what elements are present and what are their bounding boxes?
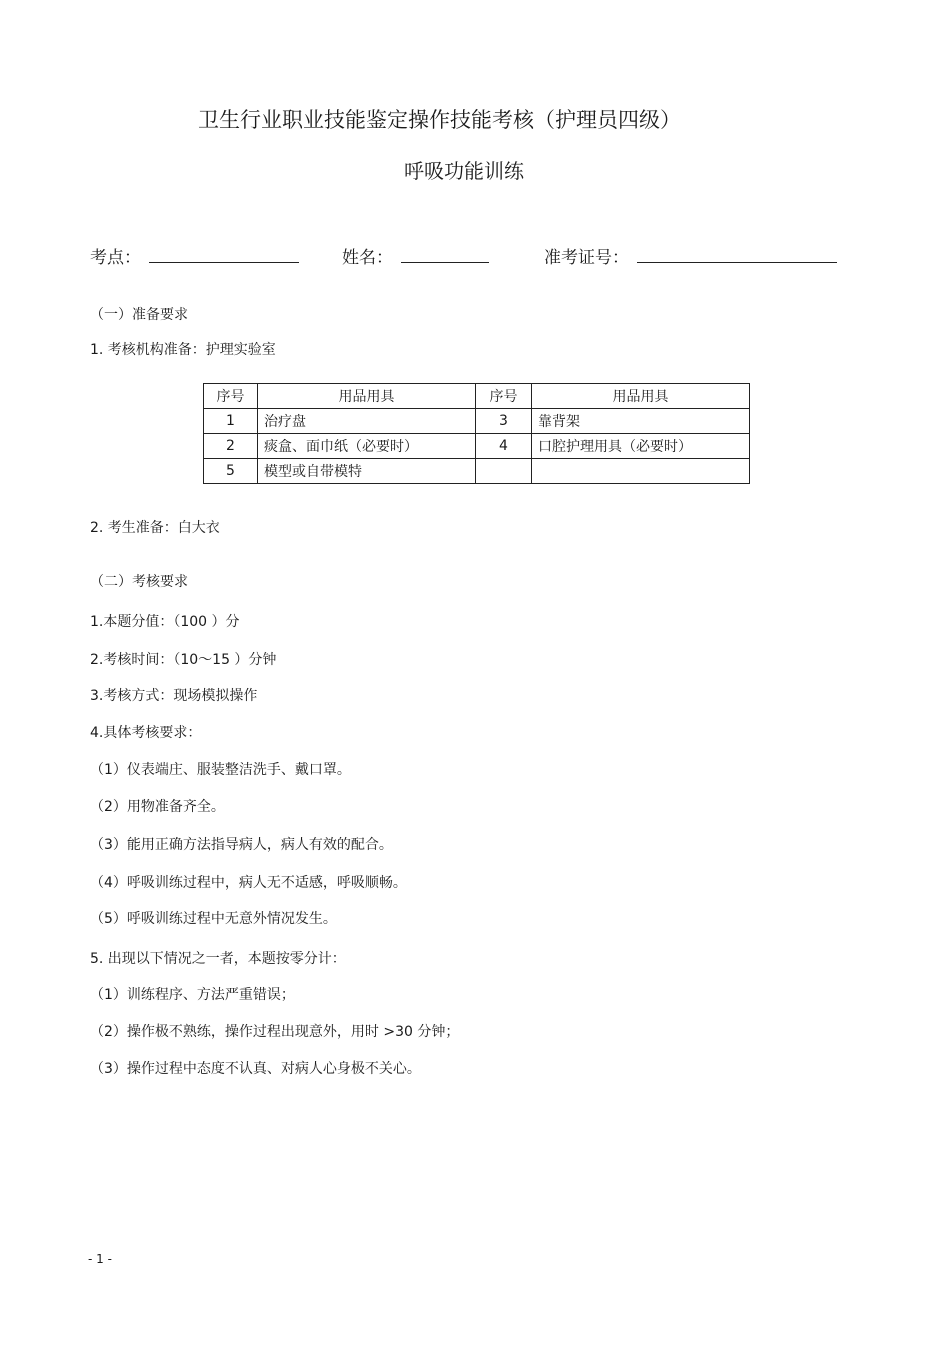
header-cell: 序号 <box>476 384 532 409</box>
header-cell: 用品用具 <box>258 384 476 409</box>
requirement-line: 3.考核方式：现场模拟操作 <box>90 688 258 704</box>
table-cell: 3 <box>476 409 532 434</box>
table-cell: 痰盒、面巾纸（必要时） <box>258 434 476 459</box>
table-cell: 治疗盘 <box>258 409 476 434</box>
table-cell: 5 <box>204 459 258 484</box>
name-label: 姓名： <box>342 248 393 268</box>
name-field <box>342 243 489 268</box>
table-cell: 靠背架 <box>532 409 750 434</box>
section-heading-requirements: （二）考核要求 <box>90 574 188 590</box>
requirement-line: 2.考核时间：（10～15 ）分钟 <box>90 652 277 668</box>
exam-site-field <box>90 243 299 268</box>
table-row <box>204 459 750 484</box>
requirement-line: （1）仪表端庄、服装整洁洗手、戴口罩。 <box>90 762 351 778</box>
requirement-line: 5. 出现以下情况之一者，本题按零分计： <box>90 951 346 967</box>
table-header-row <box>204 384 750 409</box>
table-cell: 1 <box>204 409 258 434</box>
section-heading-preparation: （一）准备要求 <box>90 307 188 323</box>
page-number: - 1 - <box>88 1252 112 1266</box>
requirement-line: （3）能用正确方法指导病人，病人有效的配合。 <box>90 837 393 853</box>
exam-id-label: 准考证号： <box>544 248 629 268</box>
requirement-line: （2）操作极不熟练，操作过程出现意外，用时 >30 分钟； <box>90 1024 460 1040</box>
table-cell: 模型或自带模特 <box>258 459 476 484</box>
exam-id-blank[interactable] <box>637 244 837 263</box>
exam-id-field <box>544 243 837 268</box>
header-cell: 序号 <box>204 384 258 409</box>
institution-preparation: 1. 考核机构准备：护理实验室 <box>90 342 276 358</box>
requirement-line: （5）呼吸训练过程中无意外情况发生。 <box>90 911 337 927</box>
requirement-line: （2）用物准备齐全。 <box>90 799 225 815</box>
requirement-line: （4）呼吸训练过程中，病人无不适感，呼吸顺畅。 <box>90 875 407 891</box>
requirement-line: （3）操作过程中态度不认真、对病人心身极不关心。 <box>90 1061 421 1077</box>
table-cell: 2 <box>204 434 258 459</box>
header-cell: 用品用具 <box>532 384 750 409</box>
requirement-line: 4.具体考核要求： <box>90 725 202 741</box>
table-cell: 口腔护理用具（必要时） <box>532 434 750 459</box>
exam-site-blank[interactable] <box>149 244 299 263</box>
table-cell <box>532 459 750 484</box>
name-blank[interactable] <box>401 244 489 263</box>
table-row <box>204 409 750 434</box>
table-row <box>204 434 750 459</box>
supplies-table <box>203 383 750 484</box>
requirement-line: 1.本题分值：（100 ）分 <box>90 614 240 630</box>
exam-site-label: 考点： <box>90 248 141 268</box>
requirement-line: （1）训练程序、方法严重错误； <box>90 987 295 1003</box>
table-cell: 4 <box>476 434 532 459</box>
document-subtitle: 呼吸功能训练 <box>404 159 524 183</box>
table-cell <box>476 459 532 484</box>
candidate-preparation: 2. 考生准备：白大衣 <box>90 520 220 536</box>
document-title: 卫生行业职业技能鉴定操作技能考核（护理员四级） <box>198 108 681 132</box>
